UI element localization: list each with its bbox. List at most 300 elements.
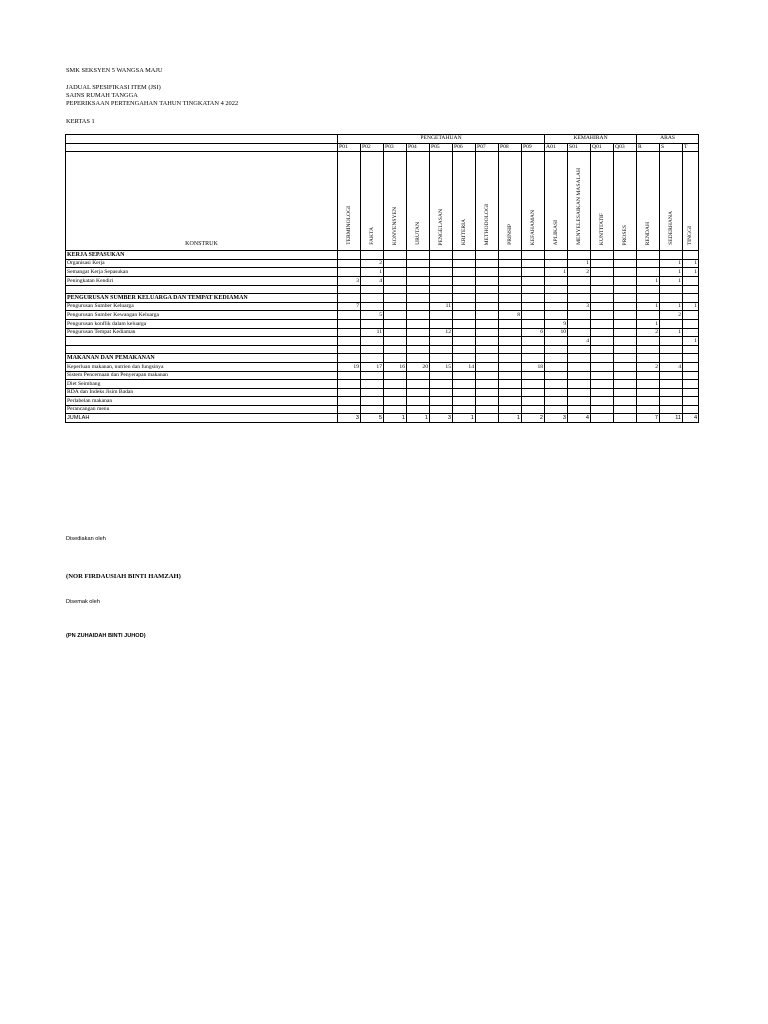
table-cell — [683, 380, 699, 389]
table-cell — [568, 294, 591, 303]
table-cell — [476, 294, 499, 303]
subject-name: SAINS RUMAH TANGGA — [66, 92, 138, 99]
table-cell — [614, 337, 637, 346]
table-cell — [568, 276, 591, 285]
table-cell — [476, 268, 499, 277]
table-cell — [568, 371, 591, 380]
table-cell — [453, 371, 476, 380]
table-cell — [545, 285, 568, 294]
table-cell — [545, 354, 568, 363]
table-cell — [683, 294, 699, 303]
row-label: Sistem Pencernaan dan Penyerapan makanan — [66, 371, 338, 380]
column-header-label: KONVENSYEN — [391, 206, 398, 246]
table-cell — [384, 337, 407, 346]
table-cell — [591, 251, 614, 260]
table-cell: 4 — [361, 276, 384, 285]
column-header — [338, 152, 361, 251]
table-row — [66, 328, 699, 337]
table-cell — [338, 371, 361, 380]
table-row — [66, 362, 699, 371]
blank-cell — [66, 135, 338, 144]
table-cell — [430, 276, 453, 285]
table-cell — [614, 276, 637, 285]
table-cell — [591, 259, 614, 268]
table-cell: 4 — [660, 362, 683, 371]
table-cell — [407, 405, 430, 414]
table-cell — [660, 319, 683, 328]
table-cell — [338, 259, 361, 268]
table-cell — [453, 311, 476, 320]
table-cell — [683, 345, 699, 354]
table-cell — [476, 311, 499, 320]
table-cell — [614, 328, 637, 337]
table-cell — [499, 337, 522, 346]
table-cell — [637, 294, 660, 303]
table-cell — [407, 380, 430, 389]
table-cell — [407, 294, 430, 303]
table-cell: 2 — [637, 362, 660, 371]
row-label: Keperluan makanan, nutrien dan fungsinya — [66, 362, 338, 371]
table-cell: 6 — [522, 328, 545, 337]
column-code: P03 — [384, 143, 407, 152]
table-cell — [407, 371, 430, 380]
column-header-label: SEDERHANA — [667, 211, 674, 246]
table-cell — [545, 302, 568, 311]
table-cell — [499, 405, 522, 414]
table-cell — [430, 397, 453, 406]
column-header — [407, 152, 430, 251]
table-cell — [338, 285, 361, 294]
school-name: SMK SEKSYEN 5 WANGSA MAJU — [66, 67, 163, 74]
column-header-row — [66, 152, 699, 251]
table-cell — [545, 311, 568, 320]
table-cell — [384, 285, 407, 294]
table-cell — [522, 337, 545, 346]
table-cell — [453, 268, 476, 277]
table-cell: 15 — [430, 362, 453, 371]
table-row — [66, 285, 699, 294]
table-row — [66, 405, 699, 414]
table-row — [66, 319, 699, 328]
section-row — [66, 251, 699, 260]
table-cell: 4 — [568, 337, 591, 346]
table-cell — [476, 251, 499, 260]
table-cell — [568, 251, 591, 260]
table-cell — [430, 388, 453, 397]
table-cell — [407, 276, 430, 285]
table-cell — [338, 405, 361, 414]
table-cell — [545, 337, 568, 346]
table-cell: 2 — [637, 328, 660, 337]
table-cell — [568, 328, 591, 337]
table-cell: 1 — [683, 337, 699, 346]
exam-name: PEPERIKSAAN PERTENGAHAN TAHUN TINGKATAN 4 2022 — [66, 100, 239, 107]
table-cell — [660, 388, 683, 397]
table-cell — [361, 251, 384, 260]
table-cell — [637, 371, 660, 380]
table-cell — [453, 302, 476, 311]
column-code: P02 — [361, 143, 384, 152]
row-label: Diet Seimbang — [66, 380, 338, 389]
table-cell — [591, 268, 614, 277]
table-cell: 1 — [545, 268, 568, 277]
table-cell — [453, 251, 476, 260]
table-cell — [637, 268, 660, 277]
table-cell — [430, 380, 453, 389]
table-cell — [545, 251, 568, 260]
column-code: R — [637, 143, 660, 152]
column-header — [683, 152, 699, 251]
table-cell — [522, 259, 545, 268]
column-header-label: METHODOLOGI — [483, 203, 490, 246]
table-cell — [499, 285, 522, 294]
table-cell — [361, 302, 384, 311]
table-cell — [476, 414, 499, 423]
column-header-label: URUTAN — [414, 222, 421, 246]
row-label — [66, 345, 338, 354]
table-cell — [476, 285, 499, 294]
table-cell — [499, 294, 522, 303]
column-header — [453, 152, 476, 251]
table-cell — [430, 319, 453, 328]
table-cell — [384, 259, 407, 268]
column-header — [522, 152, 545, 251]
table-cell — [522, 276, 545, 285]
table-cell — [476, 328, 499, 337]
table-cell — [499, 354, 522, 363]
table-cell — [614, 345, 637, 354]
section-row — [66, 354, 699, 363]
table-cell — [453, 285, 476, 294]
blank-cell — [66, 143, 338, 152]
table-cell: 1 — [384, 414, 407, 423]
column-code: P05 — [430, 143, 453, 152]
table-cell — [683, 285, 699, 294]
table-cell — [499, 371, 522, 380]
section-label: KERJA SEPASUKAN — [66, 251, 338, 260]
table-cell — [361, 285, 384, 294]
table-cell — [338, 345, 361, 354]
table-cell — [660, 285, 683, 294]
table-cell — [407, 397, 430, 406]
prepared-by-name: (NOR FIRDAUSIAH BINTI HAMZAH) — [66, 573, 181, 580]
table-cell — [591, 345, 614, 354]
column-header-label: PENGELASAN — [437, 208, 444, 246]
column-code: Q03 — [614, 143, 637, 152]
table-cell — [522, 371, 545, 380]
table-cell — [361, 371, 384, 380]
table-cell — [407, 285, 430, 294]
table-cell — [545, 362, 568, 371]
table-cell — [522, 354, 545, 363]
table-cell — [476, 354, 499, 363]
table-cell — [522, 388, 545, 397]
table-cell — [476, 259, 499, 268]
table-cell: 1 — [568, 259, 591, 268]
table-cell: 3 — [338, 276, 361, 285]
row-label: Peningkatan Kendiri — [66, 276, 338, 285]
table-cell — [430, 405, 453, 414]
table-cell — [384, 397, 407, 406]
table-cell — [545, 345, 568, 354]
document-title: JADUAL SPESIFIKASI ITEM (JSI) — [66, 84, 161, 91]
table-cell: 1 — [499, 414, 522, 423]
row-label: Pengurusan konflik dalam keluarga — [66, 319, 338, 328]
column-header-label: KUNTITATIF — [598, 213, 605, 246]
table-cell — [637, 337, 660, 346]
item-specification-table — [65, 134, 699, 423]
table-cell — [499, 268, 522, 277]
column-code: P04 — [407, 143, 430, 152]
table-cell — [660, 354, 683, 363]
table-cell — [568, 405, 591, 414]
table-cell — [637, 380, 660, 389]
table-cell: 9 — [545, 319, 568, 328]
table-cell — [591, 311, 614, 320]
table-cell — [660, 294, 683, 303]
table-cell — [660, 337, 683, 346]
table-cell — [614, 397, 637, 406]
table-cell — [683, 397, 699, 406]
table-cell — [407, 302, 430, 311]
group-aras: ARAS — [637, 135, 699, 144]
table-cell — [591, 302, 614, 311]
table-cell — [614, 414, 637, 423]
table-cell — [591, 397, 614, 406]
table-cell: 7 — [637, 414, 660, 423]
table-row — [66, 380, 699, 389]
table-cell: 20 — [407, 362, 430, 371]
table-cell — [476, 380, 499, 389]
table-cell — [453, 276, 476, 285]
table-cell — [384, 388, 407, 397]
table-cell — [407, 251, 430, 260]
column-header-label: TINGGI — [687, 225, 694, 246]
table-cell — [614, 371, 637, 380]
table-cell — [545, 294, 568, 303]
row-label — [66, 337, 338, 346]
table-cell — [499, 302, 522, 311]
table-cell — [660, 345, 683, 354]
table-cell: 1 — [683, 268, 699, 277]
column-header — [430, 152, 453, 251]
table-cell — [453, 354, 476, 363]
column-code: P06 — [453, 143, 476, 152]
table-cell: 3 — [545, 414, 568, 423]
table-cell — [683, 311, 699, 320]
table-cell: 1 — [660, 328, 683, 337]
column-header-label: RENDAH — [644, 221, 651, 246]
table-cell — [637, 397, 660, 406]
column-header-label: APLIKASI — [552, 219, 559, 246]
table-cell — [430, 294, 453, 303]
table-cell: 16 — [384, 362, 407, 371]
table-cell — [361, 319, 384, 328]
row-label: Organisasi Kerja — [66, 259, 338, 268]
table-cell — [660, 371, 683, 380]
table-cell — [637, 388, 660, 397]
table-cell — [568, 397, 591, 406]
row-label — [66, 285, 338, 294]
table-cell — [384, 354, 407, 363]
table-cell — [384, 371, 407, 380]
table-cell — [407, 319, 430, 328]
table-cell — [591, 285, 614, 294]
column-header — [384, 152, 407, 251]
table-cell: 2 — [568, 268, 591, 277]
table-cell — [499, 328, 522, 337]
table-cell — [361, 388, 384, 397]
table-cell — [338, 294, 361, 303]
table-cell — [430, 259, 453, 268]
table-cell — [338, 268, 361, 277]
table-cell: 2 — [660, 311, 683, 320]
table-row — [66, 388, 699, 397]
total-row — [66, 414, 699, 423]
table-row — [66, 302, 699, 311]
table-cell: 1 — [407, 414, 430, 423]
table-row — [66, 345, 699, 354]
column-code: P09 — [522, 143, 545, 152]
table-cell — [637, 354, 660, 363]
table-row — [66, 311, 699, 320]
table-cell — [683, 276, 699, 285]
table-cell: 3 — [338, 414, 361, 423]
table-cell: 1 — [683, 259, 699, 268]
table-cell — [637, 259, 660, 268]
table-cell — [384, 328, 407, 337]
table-cell — [568, 345, 591, 354]
table-cell: 2 — [522, 414, 545, 423]
column-header — [361, 152, 384, 251]
table-cell — [614, 285, 637, 294]
table-cell — [384, 345, 407, 354]
table-cell — [522, 380, 545, 389]
column-header — [545, 152, 568, 251]
column-header-label: TERMINOLOGI — [345, 206, 352, 246]
table-cell — [591, 380, 614, 389]
table-cell: 19 — [338, 362, 361, 371]
section-label: PENGURUSAN SUMBER KELUARGA DAN TEMPAT KEDIAMAN — [66, 294, 338, 303]
table-cell — [545, 259, 568, 268]
table-cell — [476, 397, 499, 406]
table-cell — [361, 405, 384, 414]
column-header-label: KRITERIA — [460, 219, 467, 246]
column-header — [637, 152, 660, 251]
column-code: P01 — [338, 143, 361, 152]
table-cell — [338, 328, 361, 337]
table-cell: 5 — [361, 414, 384, 423]
table-cell — [499, 251, 522, 260]
table-cell — [338, 251, 361, 260]
group-header-row — [66, 135, 699, 144]
table-cell — [338, 354, 361, 363]
column-code: P08 — [499, 143, 522, 152]
table-cell — [338, 397, 361, 406]
table-cell — [430, 354, 453, 363]
table-cell — [476, 388, 499, 397]
table-cell: 1 — [660, 268, 683, 277]
table-cell — [522, 294, 545, 303]
table-cell — [407, 268, 430, 277]
table-cell — [591, 319, 614, 328]
table-cell: 5 — [361, 311, 384, 320]
table-cell: 11 — [361, 328, 384, 337]
table-cell — [614, 311, 637, 320]
table-cell — [637, 285, 660, 294]
table-cell — [476, 337, 499, 346]
table-cell — [361, 294, 384, 303]
table-cell — [683, 362, 699, 371]
column-code: S01 — [568, 143, 591, 152]
table-cell: 14 — [453, 362, 476, 371]
table-cell — [476, 371, 499, 380]
column-header-label: PRINSIP — [506, 224, 513, 246]
table-cell — [545, 380, 568, 389]
table-cell: 18 — [522, 362, 545, 371]
table-cell — [545, 276, 568, 285]
table-cell: 1 — [660, 276, 683, 285]
table-cell — [407, 337, 430, 346]
table-cell — [591, 371, 614, 380]
table-cell — [568, 388, 591, 397]
table-cell — [453, 397, 476, 406]
table-cell — [430, 268, 453, 277]
table-cell — [453, 405, 476, 414]
column-code: A01 — [545, 143, 568, 152]
table-cell — [361, 397, 384, 406]
table-cell — [338, 380, 361, 389]
group-pengetahuan: PENGETAHUAN — [338, 135, 545, 144]
table-cell — [407, 345, 430, 354]
column-header — [614, 152, 637, 251]
table-row — [66, 337, 699, 346]
table-cell: 1 — [453, 414, 476, 423]
table-cell — [430, 337, 453, 346]
table-cell — [384, 251, 407, 260]
table-cell — [637, 251, 660, 260]
table-cell — [499, 380, 522, 389]
table-cell — [568, 285, 591, 294]
table-cell: 3 — [430, 414, 453, 423]
table-cell: 1 — [683, 302, 699, 311]
table-cell — [476, 362, 499, 371]
table-cell: 10 — [545, 328, 568, 337]
table-cell: 2 — [361, 259, 384, 268]
column-header-label: PROSES — [621, 224, 628, 246]
table-cell: 1 — [660, 259, 683, 268]
table-cell — [384, 380, 407, 389]
table-cell — [499, 397, 522, 406]
column-header-label: MENYELESAIKAN MASALAH — [575, 168, 582, 246]
table-cell — [430, 311, 453, 320]
table-cell — [522, 268, 545, 277]
table-cell — [384, 294, 407, 303]
table-cell — [384, 319, 407, 328]
column-header — [499, 152, 522, 251]
table-cell — [407, 311, 430, 320]
table-cell — [568, 311, 591, 320]
table-row — [66, 397, 699, 406]
table-cell: 17 — [361, 362, 384, 371]
table-cell — [453, 294, 476, 303]
table-cell — [384, 302, 407, 311]
table-cell — [614, 354, 637, 363]
table-cell — [476, 276, 499, 285]
table-cell — [614, 362, 637, 371]
table-cell — [568, 380, 591, 389]
table-cell: 11 — [660, 414, 683, 423]
